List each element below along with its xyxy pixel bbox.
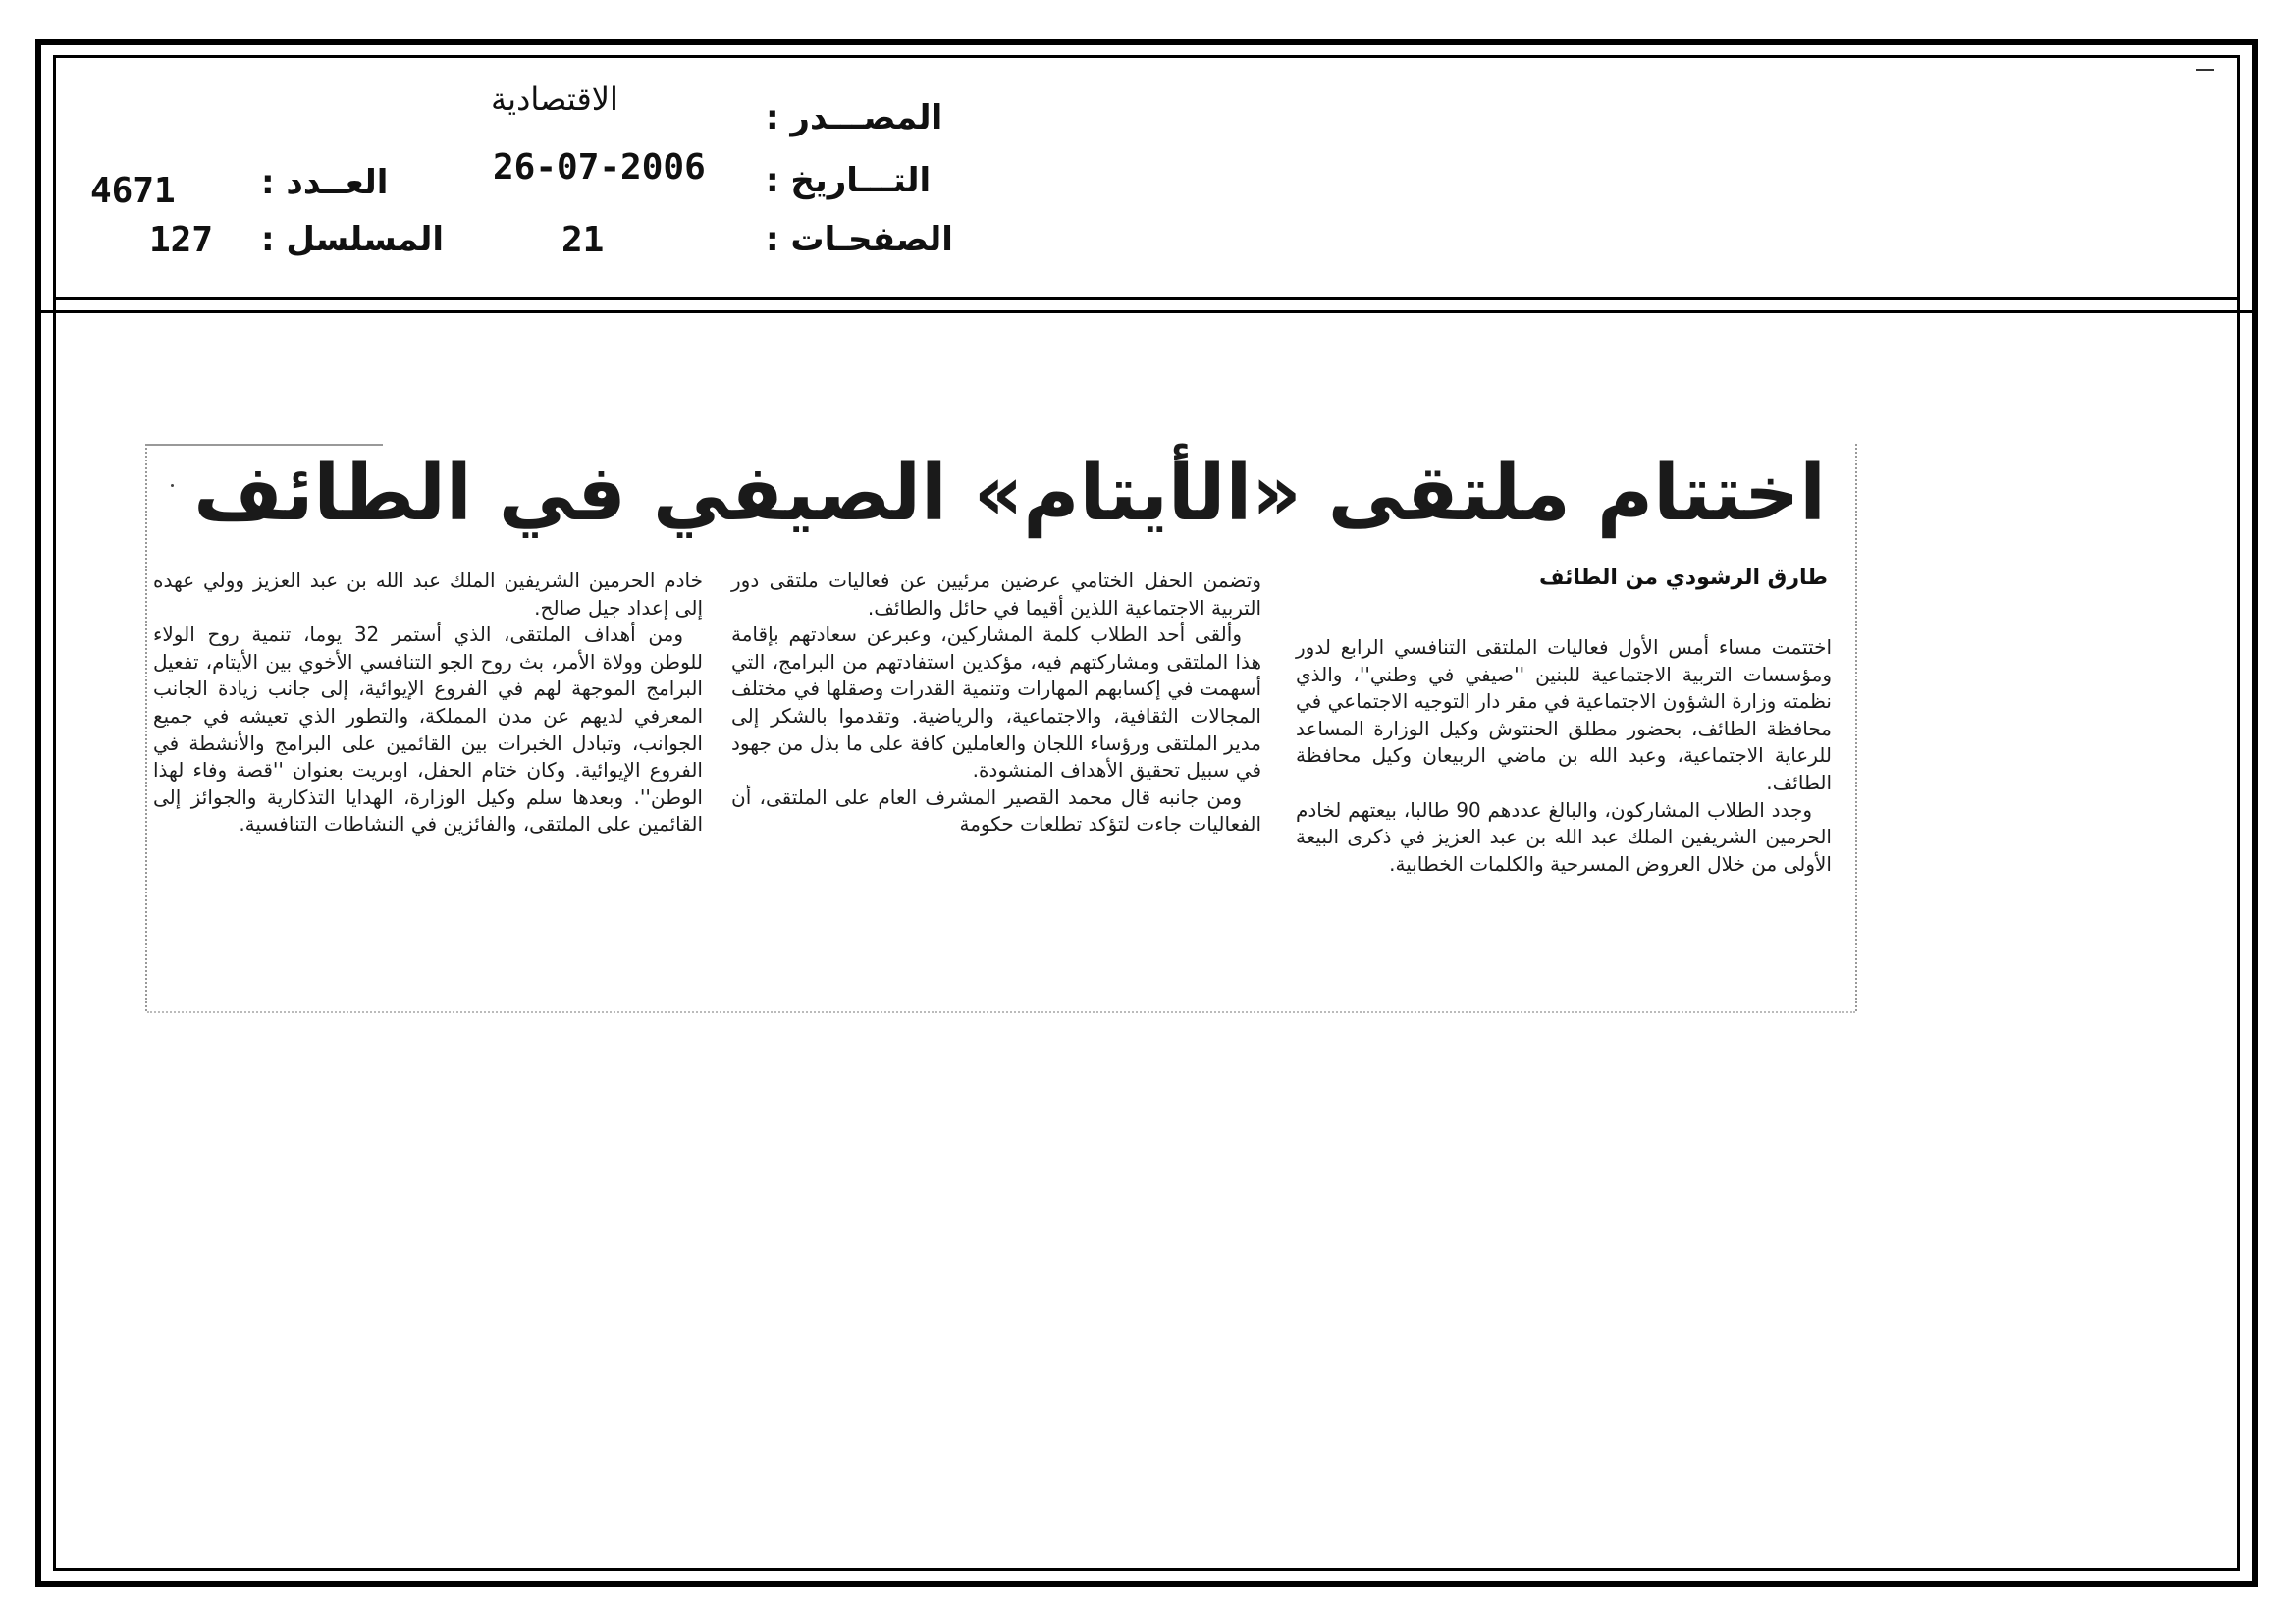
pages-value: 21 — [561, 220, 605, 260]
issue-label: العــدد : — [261, 163, 389, 202]
header-divider — [53, 297, 2240, 300]
header-divider-outer — [35, 310, 2258, 313]
paragraph: وألقى أحد الطلاب كلمة المشاركين، وعبرعن سعادتهم بإقامة هذا الملتقى ومشاركتهم فيه، مؤكدين استفادتهم من البرامج، التي أسهمت في إكسابهم المهارات وتنمية القدرات وصقلها في مختلف المجالات الثقافية، والاجتماعية، والرياضية. وتقدموا بالشكر إلى مدير الملتقى ورؤساء اللجان والعاملين كافة على ما بذل من جهود في سبيل تحقيق الأهداف المنشودة. — [731, 623, 1261, 783]
issue-value: 4671 — [90, 171, 176, 211]
date-value: 26-07-2006 — [493, 147, 706, 188]
clipping-edge-left — [145, 444, 147, 1011]
paragraph: اختتمت مساء أمس الأول فعاليات الملتقى التنافسي الرابع لدور ومؤسسات التربية الاجتماعية للبنين ''صيفي في وطني''، والذي نظمته وزارة الشؤون الاجتماعية في مقر دار التوجيه الاجتماعي في محافظة الطائف، بحضور مطلق الحنتوش وكيل الوزارة المساعد للرعاية الاجتماعية، وعبد الله بن ماضي الربيعان وكيل محافظة الطائف. — [1296, 635, 1832, 794]
article-column-middle — [731, 568, 1261, 839]
paragraph: ومن أهداف الملتقى، الذي أستمر 32 يوما، تنمية روح الولاء للوطن وولاة الأمر، بث روح الجو التنافسي الأخوي بين الأيتام، تفعيل البرامج الموجهة لهم في الفروع الإيوائية، إلى جانب زيادة الجانب المعرفي لديهم عن مدن المملكة، والتطور الذي تعيشه في جميع الجوانب، وتبادل الخبرات بين القائمين على البرامج والأنشطة في الفروع الإيوائية. وكان ختام الحفل، اوبريت بعنوان ''قصة وفاء لهذا الوطن''. وبعدها سلم وكيل الوزارة، الهدايا التذكارية والجوائز إلى القائمين على الملتقى، والفائزين في النشاطات التنافسية. — [153, 623, 703, 837]
serial-label: المسلسل : — [261, 220, 445, 259]
scan-speck — [171, 484, 174, 487]
article-column-left — [153, 568, 703, 839]
date-label: التـــاريخ : — [766, 161, 932, 200]
clipping-edge-bottom — [147, 1011, 1855, 1013]
pages-label: الصفحـات : — [766, 220, 953, 259]
article-column-right — [1296, 634, 1832, 878]
paragraph: ومن جانبه قال محمد القصير المشرف العام على الملتقى، أن الفعاليات جاءت لتؤكد تطلعات حكومة — [731, 785, 1261, 837]
source-label: المصـــدر : — [766, 98, 943, 137]
corner-mark — [2196, 69, 2214, 71]
paragraph: وجدد الطلاب المشاركون، والبالغ عددهم 90 طالبا، بيعتهم لخادم الحرمين الشريفين الملك عبد الله بن عبد العزيز في ذكرى البيعة الأولى من خلال العروض المسرحية والكلمات الخطابية. — [1296, 797, 1832, 876]
serial-value: 127 — [149, 220, 214, 260]
paragraph: خادم الحرمين الشريفين الملك عبد الله بن عبد العزيز وولي عهده إلى إعداد جيل صالح. — [153, 568, 703, 620]
clipping-edge-top — [147, 444, 383, 446]
article-headline: اختتام ملتقى «الأيتام» الصيفي في الطائف — [193, 450, 1826, 538]
paragraph: وتضمن الحفل الختامي عرضين مرئيين عن فعاليات ملتقى دور التربية الاجتماعية اللذين أقيما في حائل والطائف. — [731, 568, 1261, 620]
source-value: الاقتصادية — [491, 81, 618, 118]
clipping-edge-right — [1855, 444, 1857, 1011]
article-byline: طارق الرشودي من الطائف — [1538, 566, 1828, 590]
